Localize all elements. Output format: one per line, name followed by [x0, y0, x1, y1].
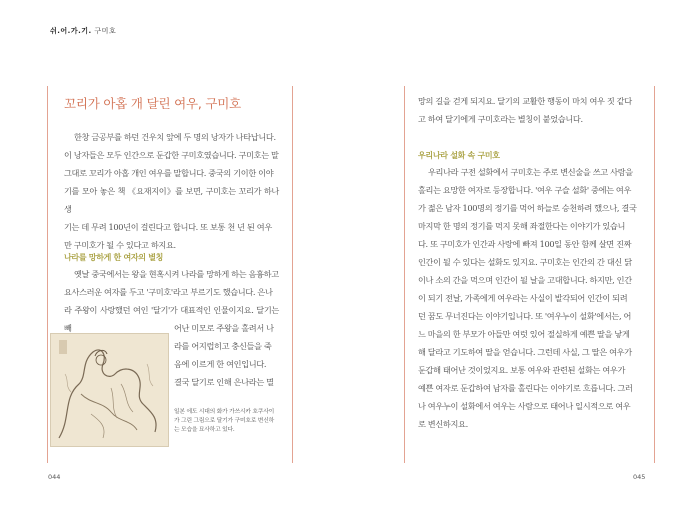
right-page-rule-left	[292, 86, 293, 463]
text-line: 가 젊은 남자 100명의 정기를 먹어 하늘로 승천하려 했으나, 결국	[418, 203, 637, 213]
illustration-daji-fox	[50, 333, 169, 447]
text-line: 이 낭자들은 모두 인간으로 둔갑한 구미호였습니다. 구미호는 말	[64, 150, 279, 160]
topic-label: 구미호	[94, 27, 117, 35]
text-line: 옛날 중국에서는 왕을 현혹시켜 나라를 망하게 하는 음흉하고	[74, 269, 279, 279]
right-page-rule-start	[404, 86, 405, 463]
text-line: 로 변신하지요.	[418, 419, 468, 429]
text-line: 고 하여 달기에게 구미호라는 별칭이 붙었습니다.	[418, 114, 583, 124]
text-line: 홀리는 요망한 여자로 등장합니다. '여우 구슬 설화' 중에는 여우	[418, 185, 632, 195]
left-page-rule	[47, 86, 48, 463]
text-line: 나 여우누이 설화에서 여우는 사람으로 태어나 일시적으로 여우	[418, 401, 631, 411]
figure-caption: 일본 에도 시대의 화가 가쓰시카 호쿠사이가 그린 그림으로 달기가 구미호로 변신하는 모습을 묘사하고 있다.	[174, 409, 275, 433]
text-line: 한창 금공부를 하던 건우치 앞에 두 명의 낭자가 나타납니다.	[74, 132, 276, 142]
text-line: 예쁜 여자로 둔갑하여 남자를 홀린다는 이야기로 흐릅니다. 그러	[418, 383, 633, 393]
text-line: 우리나라 구전 설화에서 구미호는 주로 변신술을 쓰고 사람을	[428, 167, 633, 177]
left-subhead: 나라를 망하게 한 여자의 별칭	[64, 253, 164, 262]
text-line: 둔갑해 태어난 것이었지요. 보통 여우와 관련된 설화는 여우가	[418, 365, 625, 375]
text-line: 기를 모아 놓은 책 《요재지이》를 보면, 구미호는 꼬리가 하나 생	[64, 186, 279, 214]
right-subhead: 우리나라 설화 속 구미호	[418, 151, 500, 160]
text-line: 결국 달기로 인해 은나라는 멸	[174, 377, 274, 387]
text-line: 음에 이르게 한 여인입니다.	[174, 359, 267, 369]
text-line: 이나 소의 간을 먹으며 인간이 될 날을 고대합니다. 하지만, 인간	[418, 275, 632, 285]
text-line: 해 달라고 기도하여 딸을 얻습니다. 그런데 사실, 그 딸은 여우가	[418, 347, 632, 357]
text-line: 다. 또 구미호가 인간과 사랑에 빠져 100일 동안 함께 살면 진짜	[418, 239, 632, 249]
text-line: 마지막 한 명의 정기를 먹지 못해 좌절한다는 이야기가 있습니	[418, 221, 625, 231]
fox-painting-icon	[51, 334, 169, 447]
left-intro	[64, 128, 279, 254]
text-line: 라 주왕이 사랑했던 여인 '달기'가 대표적인 인물이지요. 달기는 빼	[64, 305, 279, 333]
right-page-rule-end	[654, 86, 655, 463]
right-body	[418, 163, 644, 433]
page-number-right: 045	[633, 473, 646, 481]
series-label: 쉬.어.가.기.	[50, 27, 92, 35]
text-line: 기는 데 무려 100년이 걸린다고 합니다. 또 보통 천 년 된 여우	[64, 222, 272, 232]
text-line: 요사스러운 여자를 두고 '구미호'라고 부르기도 했습니다. 은나	[64, 287, 273, 297]
text-line: 어난 미모로 주왕을 홀려서 나	[174, 323, 274, 333]
article-title: 꼬리가 아홉 개 달린 여우, 구미호	[64, 96, 242, 111]
text-line: 던 꿈도 무너진다는 이야기입니다. 또 '여우누이 설화'에서는, 어	[418, 311, 632, 321]
text-line: 느 마을의 한 부모가 아들만 여럿 있어 절실하게 예쁜 딸을 낳게	[418, 329, 630, 339]
text-line: 그대로 꼬리가 아홉 개인 여우를 말합니다. 중국의 기이한 이야	[64, 168, 274, 178]
page-number-left: 044	[48, 473, 61, 481]
left-wrap-body	[174, 319, 280, 391]
running-head	[50, 26, 116, 36]
text-line: 인간이 될 수 있다는 설화도 있지요. 구미호는 인간의 간 대신 닭	[418, 257, 632, 267]
text-line: 망의 길을 걷게 되지요. 달기의 교활한 행동이 마치 여우 짓 같다	[418, 96, 632, 106]
text-line: 만 구미호가 될 수 있다고 하지요.	[64, 240, 176, 250]
right-top	[418, 92, 644, 128]
text-line: 라를 어지럽히고 충신들을 죽	[174, 341, 272, 351]
text-line: 이 되기 전날, 가족에게 여우라는 사실이 발각되어 인간이 되려	[418, 293, 628, 303]
